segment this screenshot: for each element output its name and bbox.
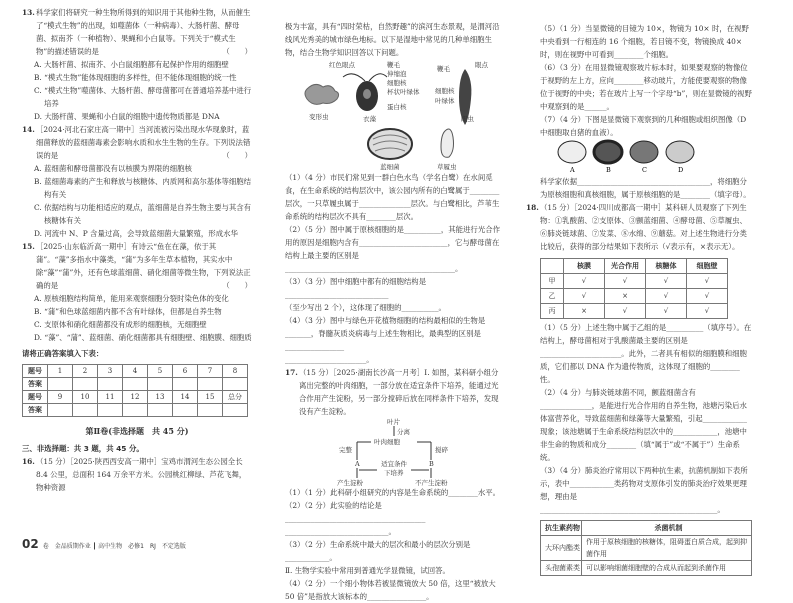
option-C: C. 依据结构与功能相适应的观点，蓝细菌是自养生物主要与其含有核糖体有关 bbox=[34, 203, 252, 225]
sub-question: （7）（4 分）下图是显微镜下观察到的几种细胞或组织图像（D 中细胞取自猪的血液）。 bbox=[540, 115, 747, 137]
chlamydomonas-image bbox=[329, 60, 420, 123]
section-title: 第Ⅱ卷(非选择题 共 45 分) bbox=[85, 426, 189, 436]
label-chlamydomonas: 衣藻 bbox=[363, 115, 376, 123]
question-18 bbox=[526, 201, 752, 253]
table-cell: 可以影响细菌细胞壁的合成从而起到杀菌作用 bbox=[582, 561, 752, 576]
label-produces-starch: 产生淀粉 bbox=[337, 479, 363, 486]
label-no-starch: 不产生淀粉 bbox=[415, 479, 448, 486]
table-cell: √ bbox=[564, 274, 605, 289]
label-intact: 完整 bbox=[339, 446, 352, 454]
antibiotic-table bbox=[540, 520, 752, 576]
question-number: 18. bbox=[526, 203, 539, 212]
table-cell: √ bbox=[646, 274, 687, 289]
sub-question: （3）（3 分）图中细胞中都有的细胞结构是____________________________ bbox=[285, 277, 427, 299]
answer-cell[interactable] bbox=[48, 404, 73, 417]
sub-question: （6）（3 分）在用显微镜观察玻片标本时，如果要观察的物像位于视野的左上方，应向________移动玻片，方能使要观察的物像位于视野的中央；若在玻片上写一个字母“b”，则在显微镜的视野中观察到的是______。 bbox=[540, 63, 752, 111]
question-14 bbox=[22, 123, 252, 162]
table-row bbox=[541, 259, 728, 274]
answer-cell[interactable] bbox=[198, 378, 223, 391]
label-eyespot: 红色眼点 bbox=[329, 61, 355, 69]
option-A: A. 蓝细菌和酵母菌都没有以核膜为界限的细胞核 bbox=[34, 164, 192, 173]
sub-question: （5）（1 分）当显微镜的目镜为 10×，物镜为 10× 时，在视野中央看到一行相连的 16 个细胞，若目镜不变，物镜换成 40× 时，则在视野中可看到________个细胞。 bbox=[540, 24, 749, 59]
sub-question: ____________________________。 bbox=[285, 527, 396, 536]
table-row bbox=[541, 561, 752, 576]
table-row bbox=[541, 289, 728, 304]
label-flagellum: 鞭毛 bbox=[437, 65, 450, 73]
label-nucleus: 细胞核 bbox=[387, 79, 407, 87]
label-pyrenoid: 蛋白核 bbox=[387, 103, 407, 111]
answer-cell[interactable] bbox=[123, 404, 148, 417]
cell-image-C bbox=[630, 141, 658, 174]
label-chloroplast: 叶绿体 bbox=[435, 97, 455, 105]
answer-cell[interactable] bbox=[73, 404, 98, 417]
question-13 bbox=[22, 6, 252, 58]
answer-table bbox=[22, 364, 248, 417]
answer-prompt: 请将正确答案填入下表： bbox=[22, 349, 104, 358]
paramecium-image bbox=[437, 129, 457, 171]
sub-question: （4）（2 分）一个细小物体若被显微镜放大 50 倍，这里“被放大 50 倍”是指放大该标本的________________。 bbox=[285, 579, 496, 601]
option-D: D. 河流中 N、P 含量过高，会导致蓝细菌大量繁殖，形成水华 bbox=[34, 229, 238, 238]
sub-question: （1）（4 分）市民们常见到一群白色水鸟（学名白鹭）在水间觅食，在生命系统的结构层次中，该公园内所有的白鹭属于________层次，一只草履虫属于______________层次。与白鹭相比，芦苇生命系统的结构层次不具有________层次。 bbox=[285, 173, 500, 221]
question-number-cell: 总分 bbox=[223, 391, 248, 404]
option-A: A. 原核细胞结构简单，能用来观察细胞分裂时染色体的变化 bbox=[34, 294, 229, 303]
question-number: 15. bbox=[22, 242, 35, 251]
euglena-image bbox=[435, 60, 489, 125]
question-15 bbox=[22, 240, 252, 292]
sub-question: （2）（4 分）与肺炎链球菌不同，颤蓝细菌含有______________，是能进行光合作用的自养生物，池塘污染后水体富营养化，导致蓝细菌和绿藻等大量繁殖，引起____________现象；该池塘属于生命系统结构层次中的____________，池塘中非生命的物质和成分________（填“属于”或“不属于”）生命系统。 bbox=[540, 388, 747, 462]
answer-table-row bbox=[23, 391, 248, 404]
table-cell: 细胞壁 bbox=[687, 259, 728, 274]
row-label: 答案 bbox=[23, 404, 48, 417]
sub-question: （2）（2 分）此实验的结论是______________________________________ bbox=[285, 501, 426, 523]
question-stem: 科学家们将研究一种生物所得到的知识用于其他种生物，从而催生了“模式生物”的出现，如噬菌体（一种病毒）、大肠杆菌、酵母菌、拟南芥（一种植物）、果蝇和小白鼠等。下列关于“模式生物”的描述错误的是 bbox=[36, 8, 251, 56]
table-cell: 乙 bbox=[541, 289, 564, 304]
column-left bbox=[22, 6, 252, 494]
answer-paren: （ ） bbox=[222, 281, 252, 290]
question-number-cell: 9 bbox=[48, 391, 73, 404]
cell-label: D bbox=[678, 166, 684, 174]
table-cell: √ bbox=[687, 289, 728, 304]
table-cell: 杀菌机制 bbox=[582, 521, 752, 536]
page-footer bbox=[22, 538, 186, 553]
table-cell bbox=[541, 259, 564, 274]
table-cell: 头孢菌素类 bbox=[541, 561, 582, 576]
classification-text: 科学家依据____________________________________，将细胞分为原核细胞和真核细胞，属于原核细胞的是________（填字母）。 bbox=[540, 177, 751, 199]
q16-intro: 极为丰富，具有“四时荣枯，自然野趣”的滨河生态景观，是渭河沿线风光秀美的城市绿色地标。以下是湿地中常见的几种单细胞生物，结合生物学知识回答以下问题。 bbox=[285, 22, 500, 57]
label-crush: 搅碎 bbox=[435, 446, 448, 454]
page-number: 02 bbox=[22, 537, 39, 551]
table-cell: 甲 bbox=[541, 274, 564, 289]
label-flagellum: 鞭毛 bbox=[387, 61, 400, 69]
label-cyanobacteria: 蓝细菌 bbox=[380, 163, 400, 171]
label-b: B bbox=[429, 460, 434, 468]
sub-question: （至少写出 2 个），这体现了细胞的__________。 bbox=[285, 303, 446, 312]
label-leaf: 叶片 bbox=[387, 418, 400, 426]
option-C: C. “模式生物”噬菌体、大肠杆菌、酵母菌都可在普通培养基中进行培养 bbox=[34, 86, 252, 108]
question-number-cell: 6 bbox=[173, 365, 198, 378]
question-number-cell: 5 bbox=[148, 365, 173, 378]
option-D: D. “藻”、“蒲”、蓝细菌、硝化细菌都具有细胞壁、细胞膜、细胞质 bbox=[34, 333, 252, 342]
mesophyll-experiment-diagram bbox=[285, 418, 503, 486]
question-17 bbox=[285, 366, 503, 418]
answer-cell[interactable] bbox=[48, 378, 73, 391]
table-cell: × bbox=[605, 289, 646, 304]
table-cell: 核糖体 bbox=[646, 259, 687, 274]
answer-cell[interactable] bbox=[73, 378, 98, 391]
amoeba-image bbox=[305, 84, 339, 121]
label-chloroplast: 杯状叶绿体 bbox=[387, 88, 420, 96]
question-number-cell: 13 bbox=[148, 391, 173, 404]
table-cell: √ bbox=[646, 289, 687, 304]
answer-cell[interactable] bbox=[123, 378, 148, 391]
question-number: 13. bbox=[22, 8, 35, 17]
answer-table-row bbox=[23, 365, 248, 378]
footer-text: 卷 金品质期作业 ┃ 高中生物 必修1 RJ 不定选版 bbox=[42, 543, 186, 550]
option-D: D. 大肠杆菌、果蝇和小白鼠的细胞中遗传物质都是 DNA bbox=[34, 112, 220, 121]
table-cell: √ bbox=[687, 274, 728, 289]
answer-table-row bbox=[23, 404, 248, 417]
label-nucleus: 细胞核 bbox=[435, 87, 455, 95]
question-number-cell: 11 bbox=[98, 391, 123, 404]
answer-cell[interactable] bbox=[98, 378, 123, 391]
row-label: 答案 bbox=[23, 378, 48, 391]
table-cell: √ bbox=[564, 289, 605, 304]
table-cell: 作用于原核细胞的核糖体，阻碍蛋白质合成，起到抑菌作用 bbox=[582, 536, 752, 561]
cell-image-A bbox=[558, 141, 586, 174]
table-cell: 大环内酯类 bbox=[541, 536, 582, 561]
question-number-cell: 1 bbox=[48, 365, 73, 378]
sub-question: ______________________。 bbox=[285, 355, 374, 364]
answer-cell[interactable] bbox=[173, 404, 198, 417]
row-label: 题号 bbox=[23, 365, 48, 378]
table-cell: 光合作用 bbox=[605, 259, 646, 274]
column-right bbox=[526, 22, 752, 576]
option-B: B. 蓝细菌毒素的产生和释放与核糖体、内质网和高尔基体等细胞结构有关 bbox=[34, 177, 252, 199]
answer-cell[interactable] bbox=[198, 404, 223, 417]
label-mesophyll-cell: 叶肉细胞 bbox=[374, 438, 400, 446]
answer-paren: （ ） bbox=[222, 47, 252, 56]
single-cell-organisms-figure bbox=[285, 59, 503, 171]
label-contractile-vacuole: 伸缩泡 bbox=[387, 70, 407, 78]
table-row bbox=[541, 304, 728, 319]
sub-question: （1）（5 分）上述生物中属于乙组的是__________（填序号）。在结构上，酵母菌相对于乳酸菌最主要的区别是______________________。此外，二者具有相似的细胞膜和细胞质，它们都以 DNA 作为遗传物质，这体现了细胞的________性。 bbox=[540, 323, 752, 384]
question-number-cell: 4 bbox=[123, 365, 148, 378]
cell-image-D bbox=[666, 141, 694, 174]
answer-cell[interactable] bbox=[223, 378, 248, 391]
column-middle bbox=[285, 20, 503, 603]
option-B: B. “模式生物”能体现细胞的多样性，但不能体现细胞的统一性 bbox=[34, 73, 237, 82]
question-stem: ［2024·河北石家庄高一期中］当河流被污染出现水华现象时，蓝细菌释放的蓝细菌毒素会影响水质和水生生物的生存。下列说法错误的是 bbox=[36, 125, 251, 160]
table-row bbox=[541, 521, 752, 536]
table-cell: 抗生素药物 bbox=[541, 521, 582, 536]
question-number-cell: 8 bbox=[223, 365, 248, 378]
option-C: C. 支原体和硝化细菌都没有成形的细胞核，无细胞壁 bbox=[34, 320, 207, 329]
label-condition: 适宜条件 bbox=[381, 460, 407, 468]
table-cell: √ bbox=[605, 274, 646, 289]
table-cell: √ bbox=[687, 304, 728, 319]
question-number: 17. bbox=[285, 368, 298, 377]
answer-cell[interactable] bbox=[98, 404, 123, 417]
question-number-cell: 2 bbox=[73, 365, 98, 378]
table-cell: × bbox=[564, 304, 605, 319]
table-row bbox=[541, 274, 728, 289]
question-stem: （15 分）［2025·陕西西安高一期中］宝鸡市渭河生态公园全长 8.4 公里，总面积 164 万余平方米。公园桃红柳绿、芦花飞舞，物种资源 bbox=[36, 457, 247, 492]
question-number-cell: 14 bbox=[173, 391, 198, 404]
section-heading: 三、非选择题：共 3 题，共 45 分。 bbox=[22, 444, 144, 453]
cell-label: B bbox=[606, 166, 611, 174]
cell-label: A bbox=[570, 166, 575, 174]
answer-table-row bbox=[23, 378, 248, 391]
cell-image-B bbox=[594, 141, 622, 174]
cell-images-figure bbox=[540, 139, 752, 175]
answer-cell[interactable] bbox=[148, 404, 173, 417]
organism-comparison-table bbox=[540, 258, 728, 319]
table-cell: √ bbox=[605, 304, 646, 319]
table-cell: √ bbox=[646, 304, 687, 319]
label-a: A bbox=[355, 460, 360, 468]
question-number: 14. bbox=[22, 125, 35, 134]
option-A: A. 大肠杆菌、拟南芥、小白鼠细胞都有起保护作用的细胞壁 bbox=[34, 60, 229, 69]
question-16 bbox=[22, 455, 252, 494]
table-cell: 核膜 bbox=[564, 259, 605, 274]
question-number-cell: 3 bbox=[98, 365, 123, 378]
label-culture: 下培养 bbox=[384, 469, 404, 477]
cell-label: C bbox=[642, 166, 647, 174]
question-number-cell: 7 bbox=[198, 365, 223, 378]
question-number-cell: 12 bbox=[123, 391, 148, 404]
question-number-cell: 10 bbox=[73, 391, 98, 404]
cyanobacteria-image bbox=[368, 129, 412, 171]
answer-cell[interactable] bbox=[223, 404, 248, 417]
label-eyespot: 眼点 bbox=[475, 61, 488, 69]
question-number-cell: 15 bbox=[198, 391, 223, 404]
label-amoeba: 变形虫 bbox=[309, 113, 329, 121]
question-stem: （15 分）［2025·湖南长沙高一月考］Ⅰ. 如图，某科研小组分离出完整的叶肉细胞，一部分放在适宜条件下培养，能通过光合作用产生淀粉，另一部分搅碎后放在同样条件下培养，发现没有产生淀粉。 bbox=[299, 368, 499, 416]
sub-question: （3）（2 分）生命系统中最大的层次和最小的层次分别是____________。 bbox=[285, 540, 471, 562]
answer-cell[interactable] bbox=[173, 378, 198, 391]
sub-question: （1）（1 分）此科研小组研究的内容是生命系统的________水平。 bbox=[285, 488, 500, 497]
label-paramecium: 草履虫 bbox=[437, 163, 457, 171]
answer-paren: （ ） bbox=[222, 151, 252, 160]
table-row bbox=[541, 536, 752, 561]
sub-question: （3）（4 分）肺炎治疗常用以下两种抗生素，抗菌机制如下表所示，表中____________类药物对支原体引发的肺炎治疗效果更理想，理由是________________________________________________。 bbox=[540, 466, 748, 514]
question-number: 16. bbox=[22, 457, 35, 466]
answer-cell[interactable] bbox=[148, 378, 173, 391]
label-euglena: 眼虫 bbox=[461, 115, 474, 123]
table-cell: 丙 bbox=[541, 304, 564, 319]
sub-question: （2）（5 分）图中属于原核细胞的是__________，其能进行光合作用的原因是细胞内含有________________________，它与酵母菌在结构上最主要的区别是______________________________________________。 bbox=[285, 225, 500, 273]
question-stem: ［2025·山东临沂高一期中］有诗云“鱼在在藻，依于其蒲”。“藻”多指水中藻类，“蒲”为多年生草本植物，其实水中除“藻”“蒲”外，还有色球蓝细菌、硝化细菌等微生物，下列说法正确的是 bbox=[36, 242, 251, 290]
sub-question: （4）（3 分）图中与绿色开花植物细胞的结构最相似的生物是_______，脊髓灰质炎病毒与上述生物相比，最典型的区别是________________ bbox=[285, 316, 486, 351]
label-separate: 分离 bbox=[397, 428, 410, 436]
option-B: B. “蒲”和色球蓝细菌内都不含有叶绿体，但都是自养生物 bbox=[34, 307, 222, 316]
row-label: 题号 bbox=[23, 391, 48, 404]
question-stem: （15 分）［2024·四川成都高一期中］某科研人员观察了下列生物：①乳酸菌、②支原体、③颤蓝细菌、④酵母菌、⑤草履虫、⑥肺炎链球菌、⑦发菜、⑧水绵、⑨蘑菇。对上述生物进行分类比较后，获得的部分结果如下表所示（√表示有，×表示无）。 bbox=[540, 203, 747, 251]
sub-question: Ⅱ. 生物学实验中常用到普通光学显微镜，试回答。 bbox=[285, 566, 450, 575]
